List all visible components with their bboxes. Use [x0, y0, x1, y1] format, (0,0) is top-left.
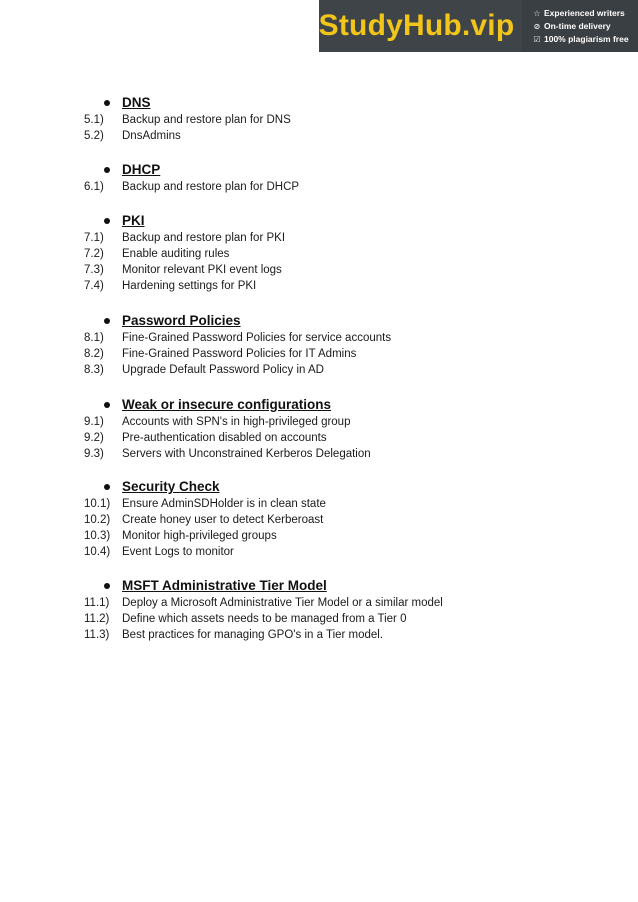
item-number: 10.1) [84, 498, 111, 510]
section-dhcp [0, 162, 638, 196]
section-heading: DNS [122, 95, 151, 110]
item-text: Event Logs to monitor [122, 546, 234, 558]
list-item [0, 331, 638, 347]
item-number: 10.2) [84, 514, 111, 526]
section-heading-row [0, 397, 638, 415]
brand-logo[interactable]: StudyHub.vip [318, 9, 515, 42]
item-text: Upgrade Default Password Policy in AD [122, 364, 324, 376]
item-number: 11.2) [84, 613, 110, 625]
list-item [0, 347, 638, 363]
item-text: Backup and restore plan for PKI [122, 232, 286, 244]
list-item [0, 279, 638, 295]
section-heading: Password Policies [122, 313, 241, 328]
item-number: 9.2) [84, 432, 104, 444]
list-item [0, 497, 638, 513]
list-item [0, 231, 638, 247]
star-icon: ☆ [533, 8, 541, 18]
item-number: 11.1) [84, 597, 110, 609]
item-text: DnsAdmins [122, 130, 181, 142]
badge-label: 100% plagiarism free [544, 34, 629, 44]
section-heading: Weak or insecure configurations [122, 397, 332, 412]
section-heading-row [0, 213, 638, 231]
item-number: 10.3) [84, 530, 111, 542]
item-number: 7.3) [84, 264, 104, 276]
item-text: Accounts with SPN's in high-privileged group [122, 416, 351, 428]
section-weak-configurations [0, 397, 638, 463]
badge-label: On-time delivery [544, 21, 611, 31]
item-text: Enable auditing rules [122, 248, 230, 260]
item-text: Fine-Grained Password Policies for service accounts [122, 332, 392, 344]
section-password-policies [0, 313, 638, 379]
item-text: Ensure AdminSDHolder is in clean state [122, 498, 326, 510]
section-heading-row [0, 578, 638, 596]
list-item [0, 529, 638, 545]
bullet-icon [104, 167, 110, 173]
item-text: Define which assets needs to be managed from a Tier 0 [122, 613, 407, 625]
item-text: Best practices for managing GPO's in a Tier model. [122, 629, 384, 641]
list-item [0, 447, 638, 463]
list-item [0, 545, 638, 561]
item-number: 9.3) [84, 448, 104, 460]
item-text: Create honey user to detect Kerberoast [122, 514, 324, 526]
item-text: Servers with Unconstrained Kerberos Delegation [122, 448, 371, 460]
section-heading-row [0, 162, 638, 180]
badge-label: Experienced writers [544, 8, 625, 18]
item-text: Hardening settings for PKI [122, 280, 257, 292]
item-number: 7.4) [84, 280, 104, 292]
section-pki [0, 213, 638, 295]
section-heading-row [0, 95, 638, 113]
clock-icon: ⊘ [533, 21, 541, 31]
item-number: 11.3) [84, 629, 110, 641]
item-text: Backup and restore plan for DNS [122, 114, 291, 126]
section-heading-row [0, 479, 638, 497]
list-item [0, 247, 638, 263]
item-number: 9.1) [84, 416, 104, 428]
section-dns [0, 95, 638, 145]
badge-plagiarism-free [532, 33, 638, 45]
bullet-icon [104, 484, 110, 490]
section-msft-tier-model [0, 578, 638, 644]
list-item [0, 129, 638, 145]
badge-experienced-writers [532, 7, 638, 19]
list-item [0, 596, 638, 612]
section-heading-row [0, 313, 638, 331]
item-text: Monitor high-privileged groups [122, 530, 277, 542]
list-item [0, 628, 638, 644]
item-number: 8.1) [84, 332, 104, 344]
bullet-icon [104, 583, 110, 589]
bullet-icon [104, 218, 110, 224]
item-text: Deploy a Microsoft Administrative Tier Model or a similar model [122, 597, 443, 609]
section-heading: DHCP [122, 162, 161, 177]
bullet-icon [104, 318, 110, 324]
section-security-check [0, 479, 638, 561]
list-item [0, 113, 638, 129]
section-heading: Security Check [122, 479, 220, 494]
item-text: Pre-authentication disabled on accounts [122, 432, 327, 444]
item-text: Backup and restore plan for DHCP [122, 181, 300, 193]
item-number: 5.1) [84, 114, 104, 126]
item-number: 10.4) [84, 546, 111, 558]
section-heading: MSFT Administrative Tier Model [122, 578, 327, 593]
item-number: 7.2) [84, 248, 104, 260]
item-text: Monitor relevant PKI event logs [122, 264, 282, 276]
item-number: 6.1) [84, 181, 104, 193]
section-heading: PKI [122, 213, 145, 228]
list-item [0, 415, 638, 431]
list-item [0, 363, 638, 379]
item-text: Fine-Grained Password Policies for IT Admins [122, 348, 357, 360]
badge-on-time-delivery [532, 20, 638, 32]
list-item [0, 180, 638, 196]
list-item [0, 263, 638, 279]
banner-badges [522, 0, 638, 52]
bullet-icon [104, 402, 110, 408]
item-number: 7.1) [84, 232, 104, 244]
item-number: 8.3) [84, 364, 104, 376]
check-icon: ☑ [533, 34, 541, 44]
bullet-icon [104, 100, 110, 106]
list-item [0, 431, 638, 447]
studyhub-banner[interactable] [319, 0, 638, 52]
list-item [0, 612, 638, 628]
banner-divider [514, 0, 522, 52]
item-number: 5.2) [84, 130, 104, 142]
list-item [0, 513, 638, 529]
item-number: 8.2) [84, 348, 104, 360]
